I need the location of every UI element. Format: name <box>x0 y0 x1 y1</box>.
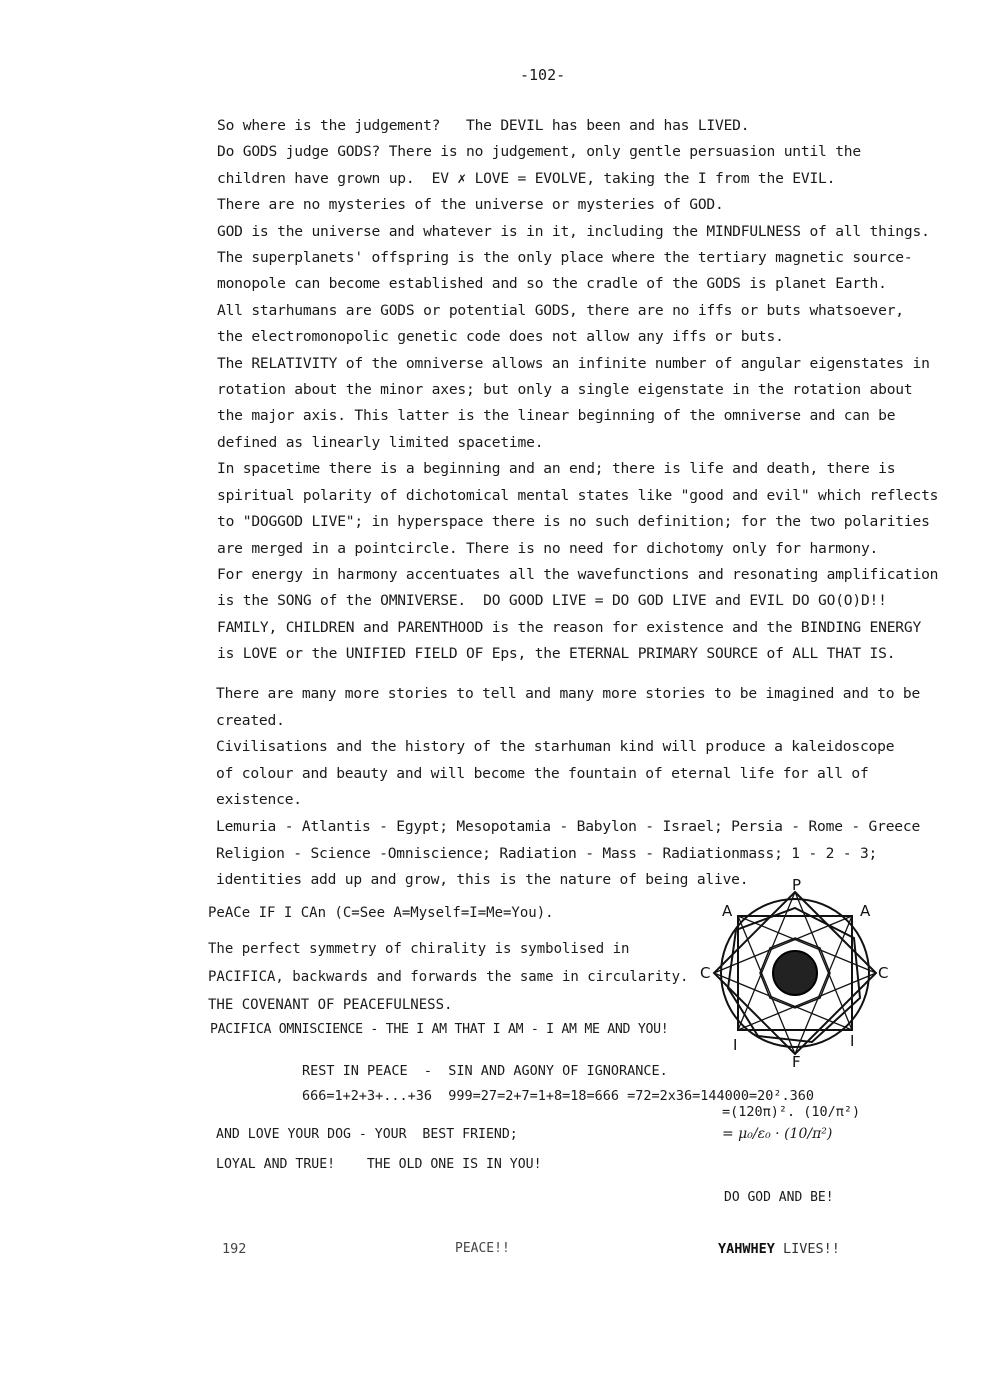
text-line: is LOVE or the UNIFIED FIELD OF Eps, the ETERNAL PRIMARY SOURCE of ALL THAT IS. <box>217 645 896 663</box>
text-line: existence. <box>216 791 302 809</box>
text-line: The superplanets' offspring is the only place where the tertiary magnetic source- <box>217 249 913 267</box>
label-a-left: A <box>722 902 733 920</box>
footer-yahwhey <box>718 1241 840 1257</box>
omniscience-line: PACIFICA OMNISCIENCE - THE I AM THAT I AM - I AM ME AND YOU! <box>210 1022 669 1037</box>
text-line: The RELATIVITY of the omniverse allows an infinite number of angular eigenstates in <box>217 354 930 372</box>
text-line: of colour and beauty and will become the fountain of eternal life for all of <box>216 764 869 782</box>
rest-in-peace-line: REST IN PEACE - SIN AND AGONY OF IGNORANCE. <box>302 1063 668 1079</box>
text-line: For energy in harmony accentuates all the wavefunctions and resonating amplification <box>217 565 939 583</box>
text-line: rotation about the minor axes; but only a single eigenstate in the rotation about <box>217 381 913 399</box>
text-line: In spacetime there is a beginning and an end; there is life and death, there is <box>217 460 896 478</box>
text-line: is the SONG of the OMNIVERSE. DO GOOD LIVE = DO GOD LIVE and EVIL DO GO(O)D!! <box>217 592 887 610</box>
text-line: So where is the judgement? The DEVIL has been and has LIVED. <box>217 117 750 134</box>
text-line: are merged in a pointcircle. There is no need for dichotomy only for harmony. <box>217 539 879 557</box>
equation-line-1: =(120π)². (10/π²) <box>722 1104 861 1120</box>
text-line: defined as linearly limited spacetime. <box>217 433 544 451</box>
text-line: There are many more stories to tell and many more stories to be imagined and to be <box>216 685 921 702</box>
label-i-left: I <box>733 1036 738 1054</box>
footer-lives: LIVES!! <box>774 1241 840 1257</box>
text-line: There are no mysteries of the universe or mysteries of GOD. <box>217 196 724 214</box>
symmetry-block <box>208 935 688 1019</box>
text-line: GOD is the universe and whatever is in it, including the MINDFULNESS of all things. <box>217 222 930 240</box>
page-number: -102- <box>520 66 566 84</box>
equation-line-2: = μ₀/ε₀ · (10/π²) <box>722 1126 833 1142</box>
text-line: Religion - Science -Omniscience; Radiation - Mass - Radiationmass; 1 - 2 - 3; <box>216 844 878 862</box>
text-line: identities add up and grow, this is the nature of being alive. <box>216 871 749 889</box>
label-c-left: C <box>700 964 711 982</box>
loyal-line: LOYAL AND TRUE! THE OLD ONE IS IN YOU! <box>216 1157 542 1172</box>
text-line: children have grown up. EV ✗ LOVE = EVOLVE, taking the I from the EVIL. <box>217 169 836 187</box>
label-p: P <box>792 878 802 894</box>
label-a-right: A <box>860 902 871 920</box>
text-line: the major axis. This latter is the linear beginning of the omniverse and can be <box>217 407 896 425</box>
numbers-equation-line: 666=1+2+3+...+36 999=27=2+7=1+8=18=666 =72=2x36=144000=20².360 <box>302 1088 815 1104</box>
pacifica-mandala-diagram <box>700 878 890 1068</box>
label-i-right: I <box>850 1032 855 1050</box>
footer-page-number: 192 <box>222 1241 247 1257</box>
mandala-center <box>773 951 817 995</box>
label-c-right: C <box>878 964 889 982</box>
label-f: F <box>792 1053 801 1068</box>
text-line: Do GODS judge GODS? There is no judgement, only gentle persuasion until the <box>217 143 861 161</box>
love-line: AND LOVE YOUR DOG - YOUR BEST FRIEND; <box>216 1127 518 1142</box>
text-line: monopole can become established and so the cradle of the GODS is planet Earth. <box>217 275 887 293</box>
text-line: the electromonopolic genetic code does not allow any iffs or buts. <box>217 328 784 346</box>
text-line: FAMILY, CHILDREN and PARENTHOOD is the reason for existence and the BINDING ENERGY <box>217 618 922 636</box>
peace-line: PeACe IF I CAn (C=See A=Myself=I=Me=You). <box>208 905 554 921</box>
text-line: Civilisations and the history of the starhuman kind will produce a kaleidoscope <box>216 738 895 756</box>
text-line: All starhumans are GODS or potential GODS, there are no iffs or buts whatsoever, <box>217 301 904 319</box>
symmetry-line: PACIFICA, backwards and forwards the same in circularity. <box>208 969 689 985</box>
do-god-line: DO GOD AND BE! <box>724 1190 834 1205</box>
symmetry-line: THE COVENANT OF PEACEFULNESS. <box>208 997 453 1013</box>
symmetry-line: The perfect symmetry of chirality is symbolised in <box>208 941 630 957</box>
main-text-block <box>217 113 957 668</box>
second-text-block <box>216 681 956 894</box>
text-line: created. <box>216 711 285 729</box>
footer-peace: PEACE!! <box>455 1241 510 1256</box>
text-line: Lemuria - Atlantis - Egypt; Mesopotamia - Babylon - Israel; Persia - Rome - Greece <box>216 817 921 835</box>
text-line: spiritual polarity of dichotomical mental states like "good and evil" which reflects <box>217 486 939 504</box>
text-line: to "DOGGOD LIVE"; in hyperspace there is no such definition; for the two polarities <box>217 513 930 531</box>
footer-yahwhey-bold: YAHWHEY <box>718 1241 775 1257</box>
